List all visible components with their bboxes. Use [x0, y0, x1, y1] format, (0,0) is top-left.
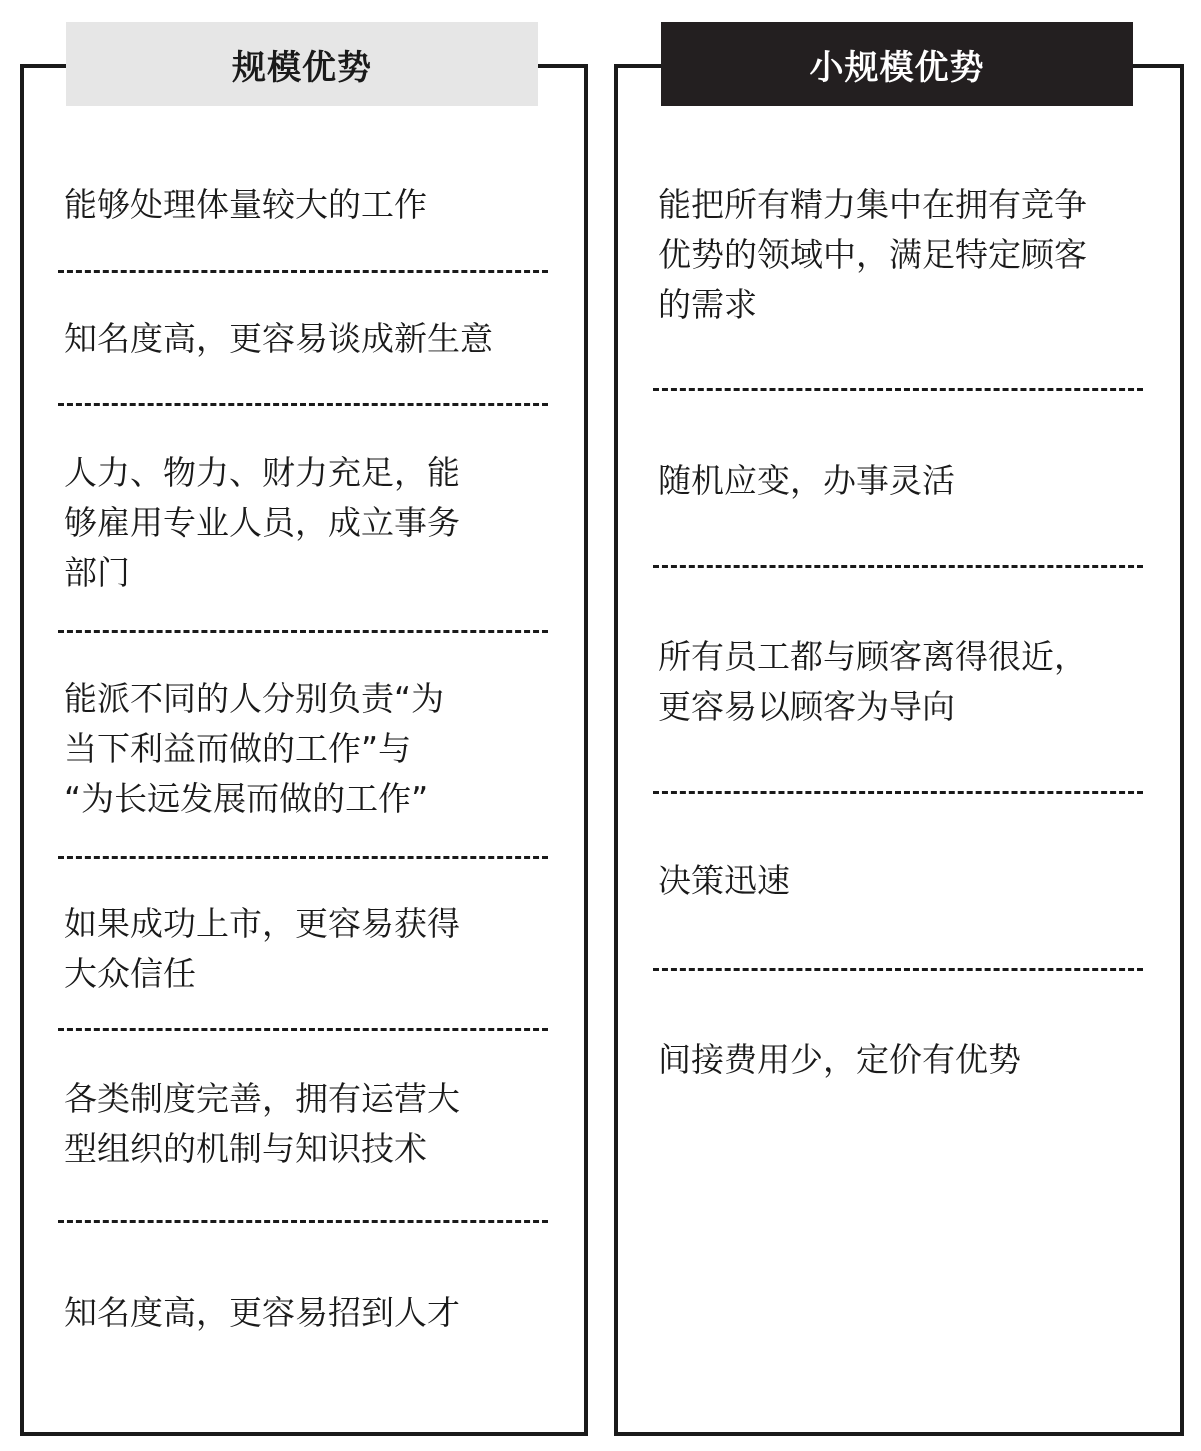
small-scale-item: 决策迅速 [658, 861, 790, 900]
large-scale-item: 能派不同的人分别负责“为 当下利益而做的工作”与 “为长远发展而做的工作” [64, 679, 445, 818]
item-divider [58, 403, 548, 406]
small-scale-item: 间接费用少，定价有优势 [658, 1040, 1021, 1079]
small-scale-item: 能把所有精力集中在拥有竞争 优势的领域中，满足特定顾客 的需求 [658, 185, 1087, 324]
item-divider [58, 270, 548, 273]
large-scale-item: 知名度高，更容易招到人才 [64, 1293, 460, 1332]
large-scale-item: 人力、物力、财力充足，能 够雇用专业人员，成立事务 部门 [64, 453, 460, 592]
item-divider [653, 388, 1143, 391]
item-divider [653, 565, 1143, 568]
small-scale-item: 随机应变，办事灵活 [658, 461, 955, 500]
large-scale-item: 能够处理体量较大的工作 [64, 185, 427, 224]
item-divider [58, 630, 548, 633]
small-scale-item: 所有员工都与顾客离得很近， 更容易以顾客为导向 [658, 637, 1087, 726]
item-divider [653, 968, 1143, 971]
large-scale-title: 规模优势 [66, 22, 538, 106]
large-scale-item: 各类制度完善，拥有运营大 型组织的机制与知识技术 [64, 1079, 460, 1168]
large-scale-item: 知名度高，更容易谈成新生意 [64, 319, 493, 358]
item-divider [58, 1220, 548, 1223]
small-scale-title: 小规模优势 [661, 22, 1133, 106]
item-divider [58, 856, 548, 859]
item-divider [58, 1028, 548, 1031]
item-divider [653, 791, 1143, 794]
large-scale-item: 如果成功上市，更容易获得 大众信任 [64, 904, 460, 993]
